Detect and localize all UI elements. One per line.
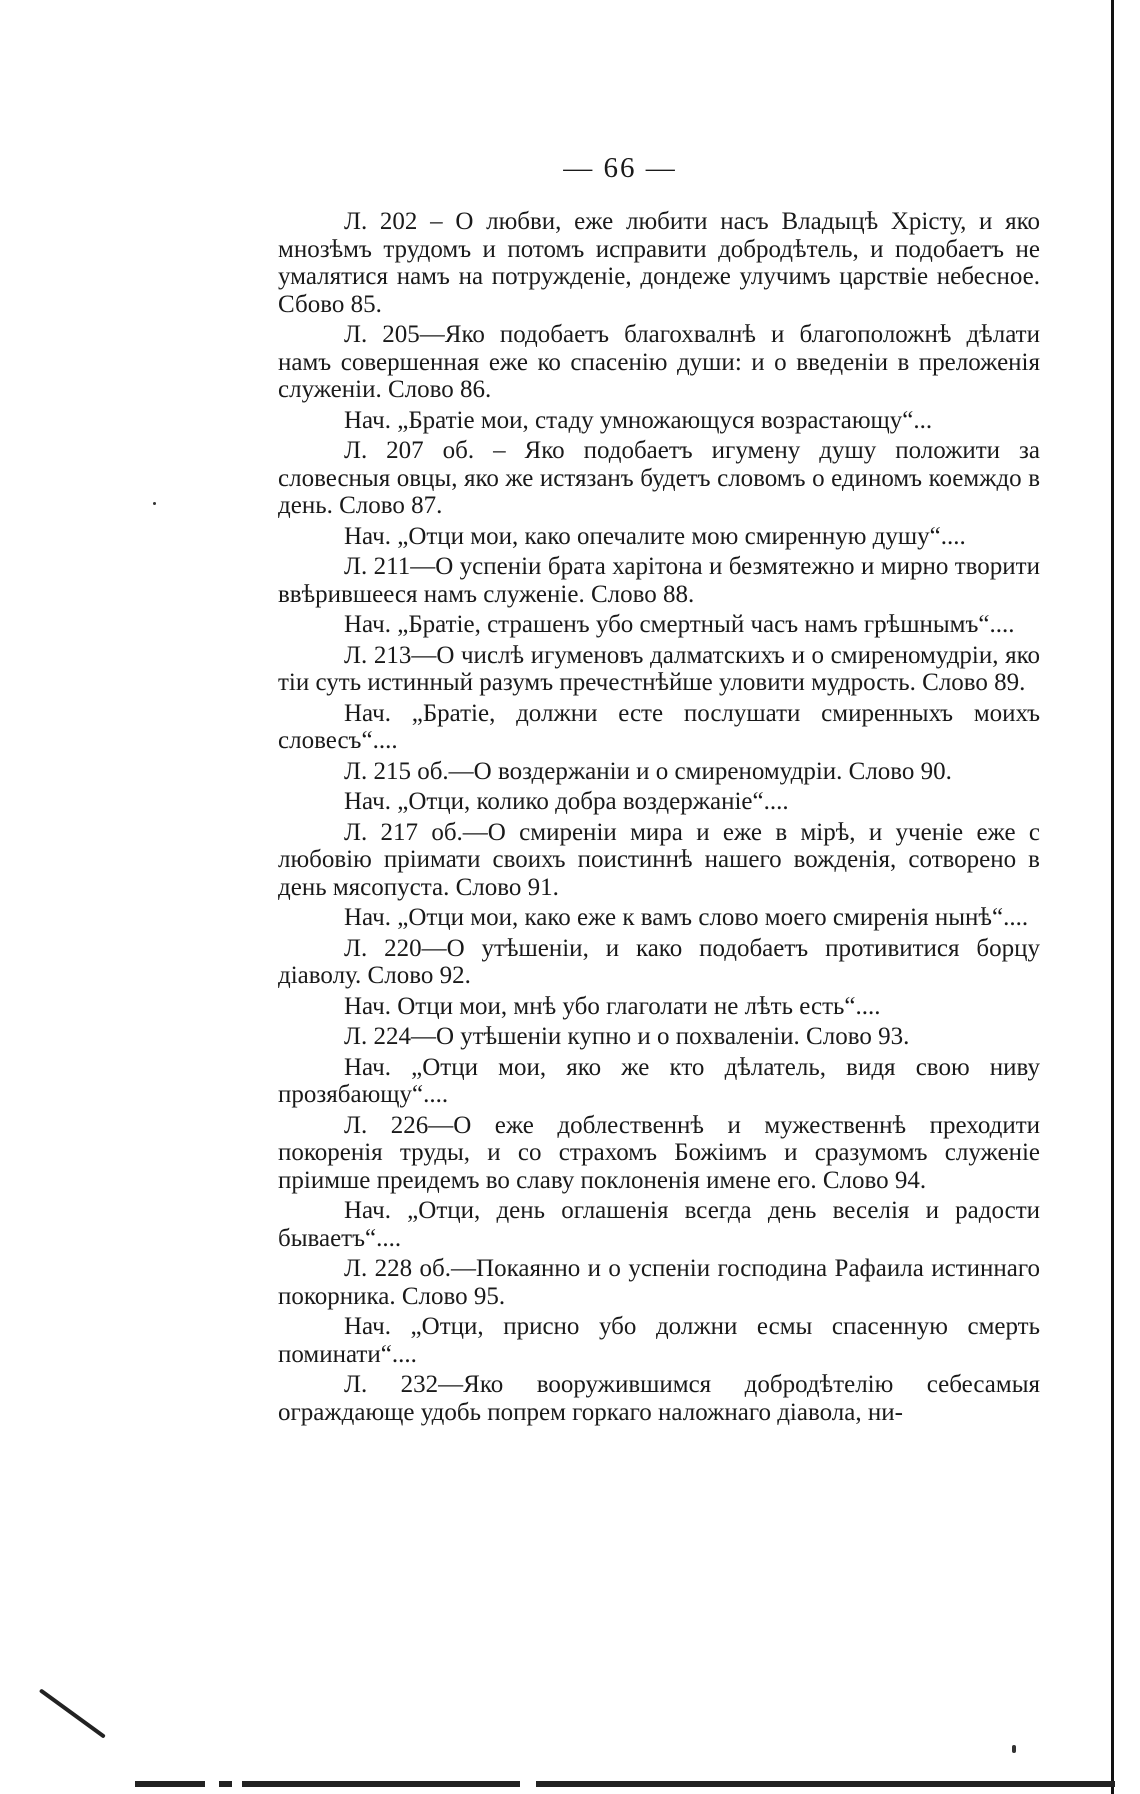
paragraph: Л. 202 – О любви, еже любити насъ Владыцѣ Хрісту, и яко мнозѣмъ трудомъ и потомъ исправити добродѣтель, и подобаетъ не умалятися намъ на потружденіе, дондеже улучимъ царствіе небесное. Сбово 85. [278,208,1040,318]
paragraph: Нач. „Отци, день оглашенія всегда день веселія и радости бываетъ“.... [278,1197,1040,1252]
paragraph: Нач. „Братіе мои, стаду умножающуся возрастающу“... [344,406,933,434]
paragraph: Л. 226—О еже доблественнѣ и мужественнѣ преходити покоренія труды, и со страхомъ Божіимъ и сразумомъ служеніе пріимше преидемъ во славу поклоненія имене его. Слово 94. [278,1111,1040,1194]
bottom-border-gap [232,1781,242,1787]
paragraph: Л. 215 об.—О воздержаніи и о смиреномудріи. Слово 90. [344,757,952,785]
scan-mark [1012,1745,1016,1753]
paragraph: Нач. „Братіе, страшенъ убо смертный часъ намъ грѣшнымъ“.... [344,611,1015,638]
paragraph: Нач. „Отци, колико добра воздержаніе“.... [344,788,789,815]
paragraph: Нач. „Отци мои, како опечалите мою смиренную душу“.... [344,522,966,550]
page-number: — 66 — [563,152,677,184]
paragraph: Нач. Отци мои, мнѣ убо глаголати не лѣть есть“.... [344,992,881,1020]
paragraph: Л. 213—О числѣ игуменовъ далматскихъ и о смиреномудріи, яко тіи суть истинный разумъ пречестнѣйше уловити мудрость. Слово 89. [278,641,1040,696]
paragraph: Л. 224—О утѣшеніи купно и о похваленіи. Слово 93. [344,1023,910,1050]
paragraph: Нач. „Отци мои, како еже к вамъ слово моего смиренія нынѣ“.... [344,904,1029,931]
body-text [278,208,1040,1429]
bottom-border-bar [135,1781,1115,1787]
bottom-border-gap [520,1781,536,1787]
paragraph: Л. 232—Яко вооружившимся добродѣтелію себесамыя ограждающе удобь попрем горкаго наложнаго діавола, ни- [278,1371,1040,1426]
scan-speck [153,502,156,505]
scan-mark [39,1688,106,1738]
paragraph: Л. 211—О успеніи брата харітона и безмятежно и мирно творити ввѣрившееся намъ служеніе. Слово 88. [278,553,1040,608]
paragraph: Л. 205—Яко подобаетъ благохвалнѣ и благоположнѣ дѣлати намъ совершенная еже ко спасенію души: и о введеніи в преложенія служеніи. Слово 86. [278,321,1040,403]
paragraph: Нач. „Отци мои, яко же кто дѣлатель, видя свою ниву прозябающу“.... [278,1053,1040,1108]
paragraph: Л. 207 об. – Яко подобаетъ игумену душу положити за словесныя овцы, яко же истязанъ будетъ словомъ о единомъ коемждо в день. Слово 87. [278,437,1040,519]
page-edge-line [1111,0,1114,1794]
paragraph: Л. 220—О утѣшеніи, и како подобаетъ противитися борцу діаволу. Слово 92. [278,934,1040,989]
paragraph: Л. 228 об.—Покаянно и о успеніи господина Рафаила истиннаго покорника. Слово 95. [278,1255,1040,1310]
paragraph: Нач. „Отци, присно убо должни есмы спасенную смерть поминати“.... [278,1313,1040,1368]
bottom-border-gap [205,1781,219,1787]
paragraph: Л. 217 об.—О смиреніи мира и еже в мірѣ, и ученіе еже с любовію пріимати своихъ поистиннѣ нашего вожденія, сотворено в день мясопуста. Слово 91. [278,818,1040,901]
paragraph: Нач. „Братіе, должни есте послушати смиренныхъ моихъ словесъ“.... [278,699,1040,754]
